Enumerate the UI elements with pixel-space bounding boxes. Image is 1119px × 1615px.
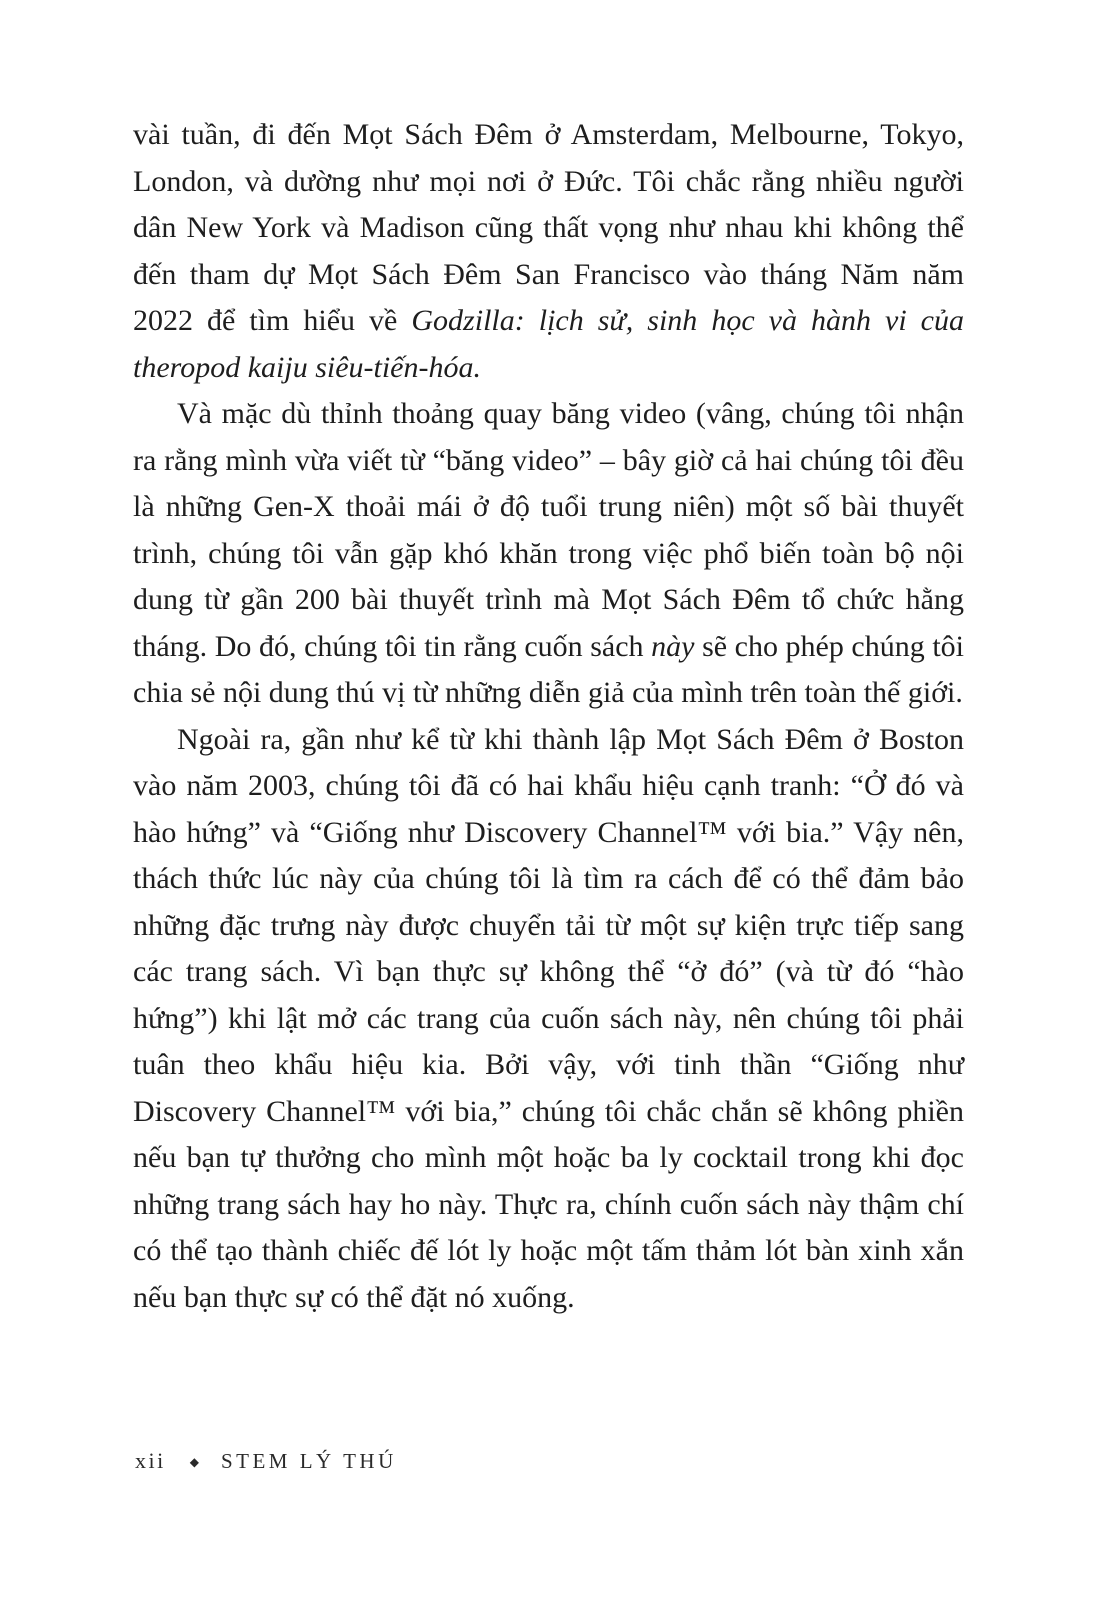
diamond-separator-icon: ◆ bbox=[189, 1454, 199, 1469]
page-footer bbox=[135, 1448, 397, 1474]
text-segment: vài tuần, đi đến Mọt Sách Đêm ở Amsterdam, Melbourne, Tokyo, London, và dường như mọi nơi ở Đức. Tôi chắc rằng nhiều người dân New York và Madison cũng thất vọng như nhau khi không thể đến tham dự Mọt Sách Đêm San Francisco vào tháng Năm năm 2022 để tìm hiểu về bbox=[133, 118, 964, 337]
italic-text-segment: này bbox=[651, 629, 695, 663]
paragraph bbox=[133, 391, 964, 717]
italic-text-segment: Godzilla: lịch sử, sinh học và hành vi của theropod kaiju siêu-tiến-hóa. bbox=[133, 304, 964, 384]
page-number: xii bbox=[135, 1448, 166, 1473]
text-segment: sẽ cho phép chúng tôi chia sẻ nội dung thú vị từ những diễn giả của mình trên toàn thế giới. bbox=[133, 629, 965, 709]
paragraph bbox=[133, 717, 964, 1322]
page-body bbox=[133, 112, 964, 1321]
running-footer-title: STEM LÝ THÚ bbox=[220, 1448, 397, 1473]
text-segment: Ngoài ra, gần như kể từ khi thành lập Mọt Sách Đêm ở Boston vào năm 2003, chúng tôi đã có hai khẩu hiệu cạnh tranh: “Ở đó và hào hứng” và “Giống như Discovery Channel™ với bia.” Vậy nên, thách thức lúc này của chúng tôi là tìm ra cách để có thể đảm bảo những đặc trưng này được chuyển tải từ một sự kiện trực tiếp sang các trang sách. Vì bạn thực sự không thể “ở đó” (và từ đó “hào hứng”) khi lật mở các trang của cuốn sách này, nên chúng tôi phải tuân theo khẩu hiệu kia. Bởi vậy, với tinh thần “Giống như Discovery Channel™ với bia,” chúng tôi chắc chắn sẽ không phiền nếu bạn tự thưởng cho mình một hoặc ba ly cocktail trong khi đọc những trang sách hay ho này. Thực ra, chính cuốn sách này thậm chí có thể tạo thành chiếc đế lót ly hoặc một tấm thảm lót bàn xinh xắn nếu bạn thực sự có thể đặt nó xuống. bbox=[133, 722, 964, 1314]
text-segment: Và mặc dù thỉnh thoảng quay băng video (vâng, chúng tôi nhận ra rằng mình vừa viết từ “băng video” – bây giờ cả hai chúng tôi đều là những Gen-X thoải mái ở độ tuổi trung niên) một số bài thuyết trình, chúng tôi vẫn gặp khó khăn trong việc phổ biến toàn bộ nội dung từ gần 200 bài thuyết trình mà Mọt Sách Đêm tổ chức hằng tháng. Do đó, chúng tôi tin rằng cuốn sách bbox=[133, 397, 964, 663]
paragraph bbox=[133, 112, 964, 391]
